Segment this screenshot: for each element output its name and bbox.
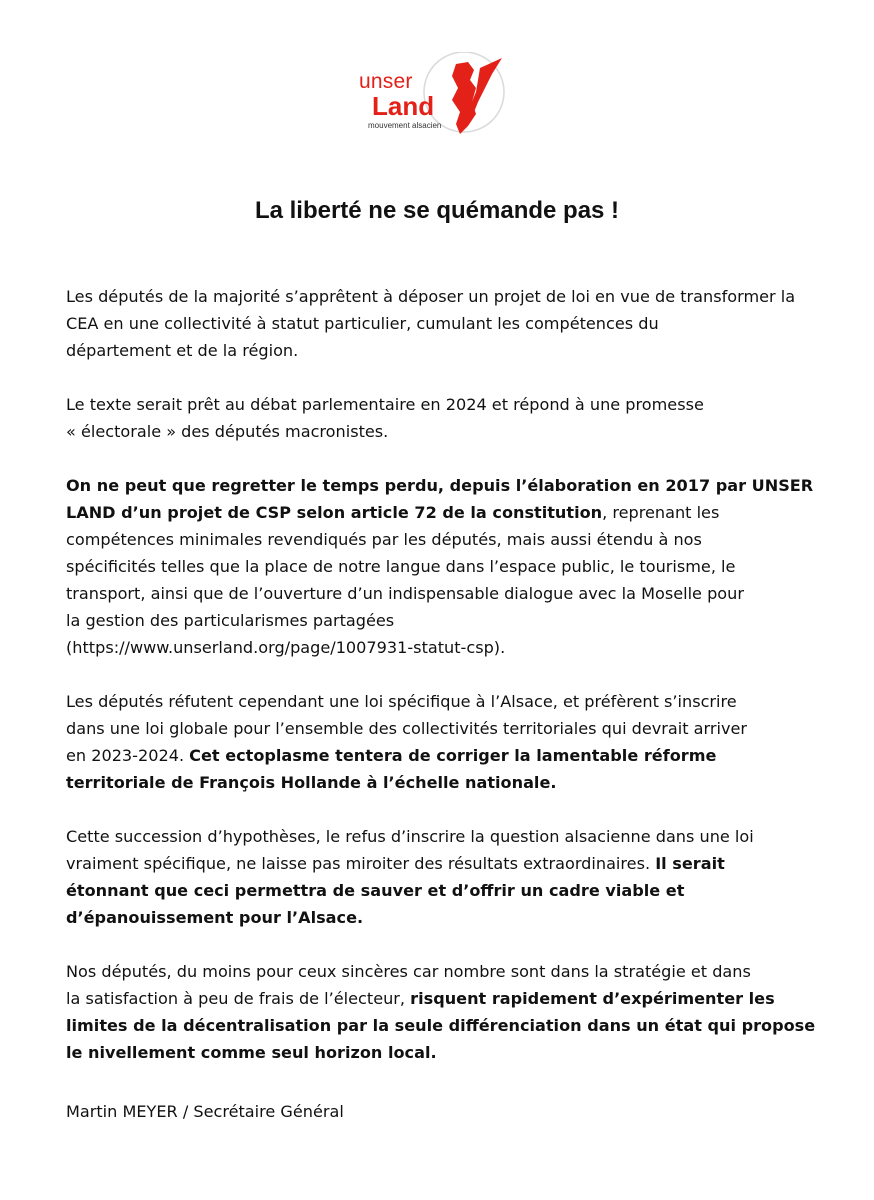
paragraph <box>66 472 836 661</box>
text: Les députés réfutent cependant une loi spécifique à l’Alsace, et préfèrent s’inscrire <box>66 692 737 711</box>
paragraph-line <box>66 823 836 850</box>
paragraph <box>66 688 836 796</box>
logo-tagline: mouvement alsacien <box>368 121 442 130</box>
logo-word-unser: unser <box>359 70 413 93</box>
bold-text: LAND d’un projet de CSP selon article 72 de la constitution <box>66 503 603 522</box>
text: transport, ainsi que de l’ouverture d’un indispensable dialogue avec la Moselle pour <box>66 584 744 603</box>
paragraph-line <box>66 634 836 661</box>
text: CEA en une collectivité à statut particulier, cumulant les compétences du <box>66 314 659 333</box>
paragraph-line <box>66 283 836 310</box>
paragraph <box>66 823 836 931</box>
paragraph-line <box>66 607 836 634</box>
paragraph <box>66 958 836 1066</box>
paragraph-line <box>66 1012 836 1039</box>
bold-text: risquent rapidement d’expérimenter les <box>410 989 775 1008</box>
paragraph-line <box>66 337 836 364</box>
unser-land-logo <box>352 52 522 144</box>
paragraph-line <box>66 526 836 553</box>
paragraph-line <box>66 904 836 931</box>
paragraph <box>66 283 836 364</box>
paragraph-line <box>66 715 836 742</box>
text: la satisfaction à peu de frais de l’électeur, <box>66 989 411 1008</box>
text: Nos députés, du moins pour ceux sincères car nombre sont dans la stratégie et dans <box>66 962 751 981</box>
text: « électorale » des députés macronistes. <box>66 422 389 441</box>
paragraph-line <box>66 310 836 337</box>
paragraph-line <box>66 472 836 499</box>
text: dans une loi globale pour l’ensemble des collectivités territoriales qui devrait arriver <box>66 719 748 738</box>
bold-text: d’épanouissement pour l’Alsace. <box>66 908 364 927</box>
paragraph-line <box>66 688 836 715</box>
paragraph-line <box>66 850 836 877</box>
paragraph-line <box>66 418 836 445</box>
bold-text: On ne peut que regretter le temps perdu, depuis l’élaboration en 2017 par UNSER <box>66 476 814 495</box>
paragraph-line <box>66 985 836 1012</box>
text: en 2023-2024. <box>66 746 190 765</box>
paragraph-line <box>66 580 836 607</box>
text: vraiment spécifique, ne laisse pas miroiter des résultats extraordinaires. <box>66 854 656 873</box>
document-title: La liberté ne se quémande pas ! <box>254 197 620 224</box>
bold-text: le nivellement comme seul horizon local. <box>66 1043 437 1062</box>
text: département et de la région. <box>66 341 299 360</box>
bold-text: limites de la décentralisation par la seule différenciation dans un état qui propose <box>66 1016 816 1035</box>
paragraph-line <box>66 499 836 526</box>
paragraph-line <box>66 391 836 418</box>
bold-text: étonnant que ceci permettra de sauver et d’offrir un cadre viable et <box>66 881 685 900</box>
paragraph-line <box>66 877 836 904</box>
paragraph-line <box>66 742 836 769</box>
text: (https://www.unserland.org/page/1007931-statut-csp). <box>66 638 506 657</box>
text: Le texte serait prêt au débat parlementaire en 2024 et répond à une promesse <box>66 395 704 414</box>
document-body <box>66 283 836 1093</box>
text: spécificités telles que la place de notre langue dans l’espace public, le tourisme, le <box>66 557 736 576</box>
text: Les députés de la majorité s’apprêtent à déposer un projet de loi en vue de transformer la <box>66 287 796 306</box>
text: , reprenant les <box>602 503 720 522</box>
signature: Martin MEYER / Secrétaire Général <box>66 1102 344 1121</box>
logo-word-land: Land <box>372 91 435 121</box>
text: la gestion des particularismes partagées <box>66 611 395 630</box>
bold-text: Cet ectoplasme tentera de corriger la lamentable réforme <box>189 746 717 765</box>
text: compétences minimales revendiqués par les députés, mais aussi étendu à nos <box>66 530 702 549</box>
paragraph-line <box>66 1039 836 1066</box>
paragraph-line <box>66 553 836 580</box>
bold-text: Il serait <box>655 854 725 873</box>
text: Cette succession d’hypothèses, le refus d’inscrire la question alsacienne dans une loi <box>66 827 754 846</box>
paragraph-line <box>66 958 836 985</box>
paragraph-line <box>66 769 836 796</box>
bold-text: territoriale de François Hollande à l’échelle nationale. <box>66 773 557 792</box>
paragraph <box>66 391 836 445</box>
